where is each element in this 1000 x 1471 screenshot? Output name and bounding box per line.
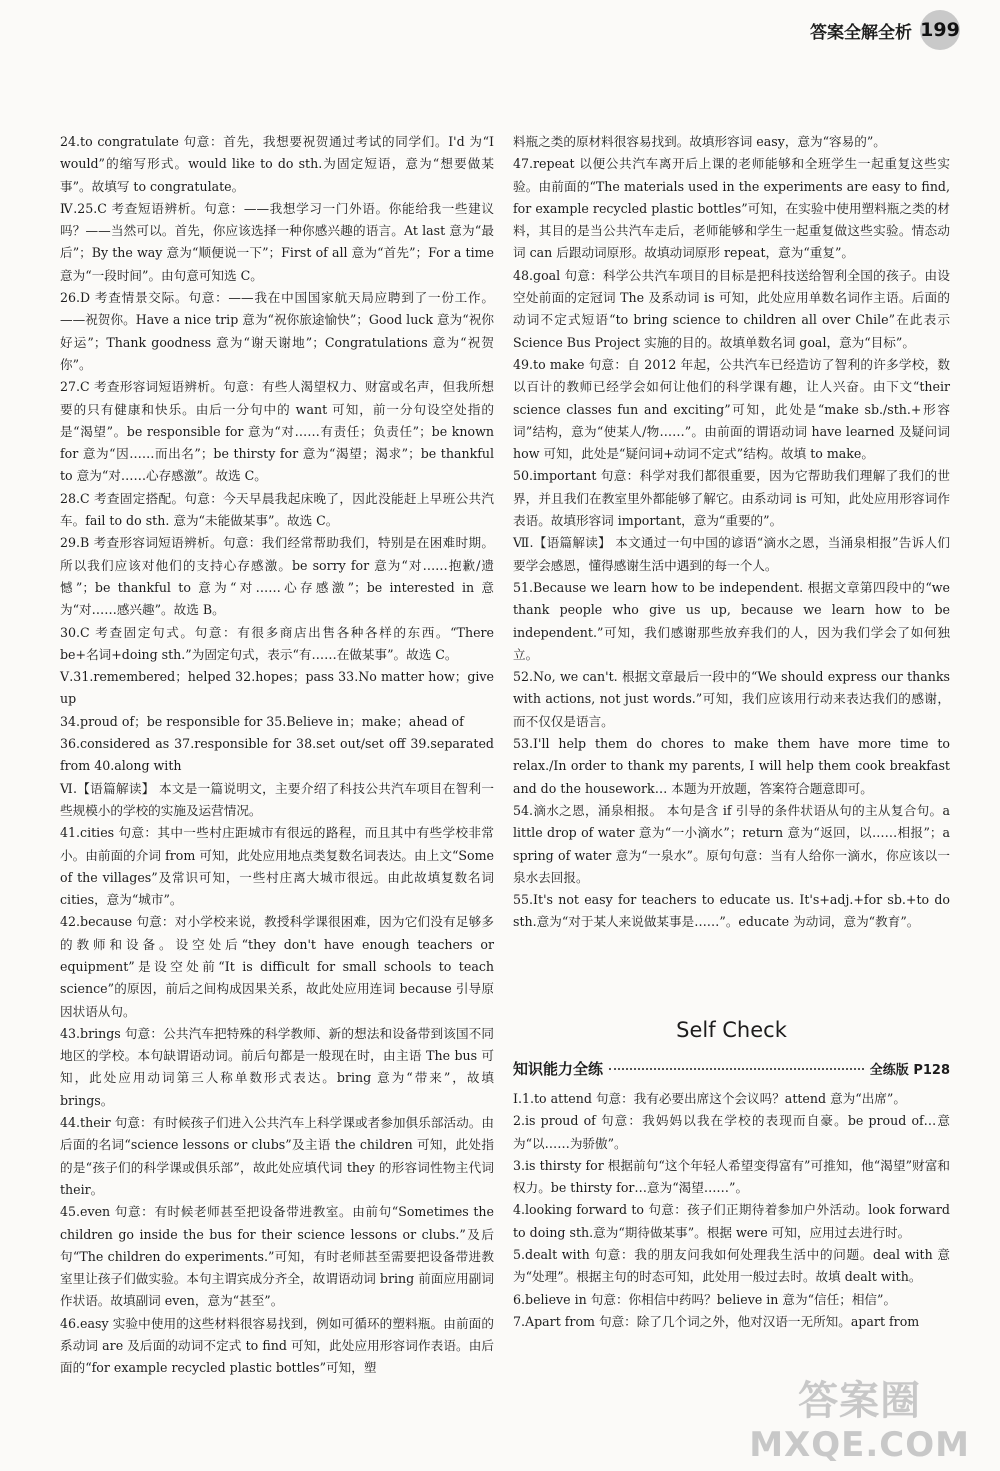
page-header [810,10,960,50]
right-column [513,131,950,934]
answer-item: 36.considered as 37.responsible for 38.set out/set off 39.separated from 40.along with [60,736,494,774]
answer-item: Ⅵ.【语篇解读】 本文是一篇说明文，主要介绍了科技公共汽车项目在智利一些规模小的学校的实施及运营情况。 [60,780,494,818]
answer-item: 3.is thirsty for 根据前句“这个年轻人希望变得富有”可推知，他“渴望”财富和权力。be thirsty for…意为“渴望……”。 [513,1157,950,1196]
answer-item: Ⅳ.25.C 考查短语辨析。句意：——我想学习一门外语。你能给我一些建议吗？——当然可以。首先，你应该选择一种你感兴趣的语言。At last 意为“最后”；By the way 意为“顺便说一下”；First of all 意为“首先”；For a time 意为“一段时间”。由句意可知选 C。 [60,200,494,283]
self-check-title: Self Check [676,1018,787,1042]
answer-item: 27.C 考查形容词短语辨析。句意：有些人渴望权力、财富或名声，但我所想要的只有健康和快乐。由后一分句中的 want 可知，前一分句设空处指的是“渴望”。be responsible for 意为“对……有责任；负责任”；be known for 意为“因……而出名”；be thirsty for 意为“渴望；渴求”；be thankful to 意为“对……心存感激”。故选 C。 [60,379,494,484]
answer-item: Ⅶ.【语篇解读】 本文通过一句中国的谚语“滴水之恩，当涌泉相报”告诉人们要学会感恩，懂得感谢生活中遇到的每一个人。 [513,535,950,573]
left-column [60,131,494,1380]
watermark-url: MXQE.COM [749,1425,970,1465]
page-number-badge: 199 [920,10,960,50]
answer-item: 43.brings 句意：公共汽车把特殊的科学教师、新的想法和设备带到该国不同地区的学校。本句缺谓语动词。前后句都是一般现在时，由主语 The bus 可知，此处应用动词第三人称单数形式表达。bring 意为“带来”，故填 brings。 [60,1025,494,1108]
answer-item: 29.B 考查形容词短语辨析。句意：我们经常帮助我们，特别是在困难时期。所以我们应该对他们的支持心存感激。be sorry for 意为“对……抱歉/遗憾”；be thankful to 意为“对……心存感激”；be interested in 意为“对……感兴趣”。故选 B。 [60,535,494,618]
self-check-subhead [513,1058,950,1079]
subhead-label: 知识能力全练 [513,1060,604,1078]
answer-item: 4.looking forward to 句意：孩子们正期待着参加户外活动。look forward to doing sth.意为“期待做某事”。根据 were 可知，应用过去进行时。 [513,1202,950,1240]
answer-item: 46.easy 实验中使用的这些材料很容易找到，例如可循环的塑料瓶。由前面的系动词 are 及后面的动词不定式 to find 可知，此处应用形容词作表语。由后面的“for example recycled plastic bottles”可知，塑 [60,1315,494,1376]
answer-item: 53.I'll help them do chores to make them have more time to relax./In order to thank my parents, I will help them cook breakfast and do the housework… 本题为开放题，答案符合题意即可。 [513,736,950,796]
answer-item: 6.believe in 句意：你相信中药吗？believe in 意为“信任；相信”。 [513,1291,897,1307]
answer-item: 30.C 考查固定句式。句意：有很多商店出售各种各样的东西。“There be+名词+doing sth.”为固定句式，表示“有……在做某事”。故选 C。 [60,624,494,662]
answer-item: 28.C 考查固定搭配。句意：今天早晨我起床晚了，因此没能赶上早班公共汽车。fail to do sth. 意为“未能做某事”。故选 C。 [60,490,494,529]
answer-item: 34.proud of；be responsible for 35.Believe in；make；ahead of [60,713,464,729]
answer-item: 料瓶之类的原材料很容易找到。故填形容词 easy，意为“容易的”。 [513,134,886,149]
answer-item: 42.because 句意：对小学校来说，教授科学课很困难，因为它们没有足够多的教师和设备。设空处后“they don't have enough teachers or equipment”是设空处前“It is difficult for small schools to teach science”的原因，前后之间构成因果关系，故此处应用连词 because 引导原因状语从句。 [60,914,494,1019]
dotted-leader [609,1068,864,1070]
answer-item: Ⅴ.31.remembered；helped 32.hopes；pass 33.No matter how；give up [60,669,494,707]
answer-item: 41.cities 句意：其中一些村庄距城市有很远的路程，而且其中有些学校非常小。由前面的介词 from 可知，此处应用地点类复数名词表达。由上文“Some of the villages”及常识可知，一些村庄离大城市很远。由此故填复数名词 cities，意为“城市”。 [60,825,494,908]
answer-item: 51.Because we learn how to be independent. 根据文章第四段中的“we thank people who give us up, because we learn how to be independent.”可知，我们感谢那些放弃我们的人，因为我们学会了如何独立。 [513,579,950,662]
answer-item: 52.No, we can't. 根据文章最后一段中的“We should express our thanks with actions, not just words.”可知，我们应该用行动来表达我们的感谢，而不仅仅是语言。 [513,669,950,729]
answer-item: 2.is proud of 句意：我妈妈以我在学校的表现而自豪。be proud of…意为“以……为骄傲”。 [513,1113,950,1151]
answer-item: 54.滴水之恩，涌泉相报。 本句是含 if 引导的条件状语从句的主从复合句。a little drop of water 意为“一小滴水”；return 意为“返回，以……相报”；a spring of water 意为“一泉水”。原句句意：当有人给你一滴水，你应该以一泉水去回报。 [513,802,950,885]
answer-item: 24.to congratulate 句意：首先，我想要祝贺通过考试的同学们。I'd 为“I would”的缩写形式。would like to do sth.为固定短语，意为“想要做某事”。故填写 to congratulate。 [60,134,494,194]
subhead-page-ref: 全练版 P128 [869,1063,950,1078]
answer-item: 55.It's not easy for teachers to educate us. It's+adj.+for sb.+to do sth.意为“对于某人来说做某事是……”。educate 为动词，意为“教育”。 [513,892,950,930]
watermark [749,1379,970,1467]
answer-item: 26.D 考查情景交际。句意：——我在中国国家航天局应聘到了一份工作。——祝贺你。Have a nice trip 意为“祝你旅途愉快”；Good luck 意为“祝你好运”；Thank goodness 意为“谢天谢地”；Congratulations 意为“祝贺你”。 [60,290,494,372]
self-check-column [513,1088,950,1333]
answer-item: 48.goal 句意：科学公共汽车项目的目标是把科技送给智利全国的孩子。由设空处前面的定冠词 The 及系动词 is 可知，此处应用单数名词作主语。后面的动词不定式短语“to bring science to children all over Chile”在此表示 Science Bus Project 实施的目的。故填单数名词 goal，意为“目标”。 [513,267,950,350]
answer-item: 49.to make 句意：自 2012 年起，公共汽车已经造访了智利的许多学校，数以百计的教师已经学会如何让他们的科学课有趣，让人兴奋。由下文“their science classes fun and exciting”可知，此处是“make sb./sth.+形容词”结构，意为“使某人/物……”。由前面的谓语动词 have learned 及疑问词 how 可知，此处是“疑问词+动词不定式”结构。故填 to make。 [513,356,950,462]
answer-item: 5.dealt with 句意：我的朋友问我如何处理我生活中的问题。deal with 意为“处理”。根据主句的时态可知，此处用一般过去时。故填 dealt with。 [513,1247,950,1285]
watermark-logo-text: 答案圈 [798,1378,922,1424]
header-title: 答案全解全析 [810,22,912,43]
answer-item: 44.their 句意：有时候孩子们进入公共汽车上科学课或者参加俱乐部活动。由后面的名词“science lessons or clubs”及主语 the children 可知，此处指的是“孩子们的科学课或俱乐部”，故此处应填代词 they 的形容词性物主代词 their。 [60,1115,494,1197]
answer-item: Ⅰ.1.to attend 句意：我有必要出席这个会议吗？attend 意为“出席”。 [513,1091,906,1106]
answer-item: 45.even 句意：有时候老师甚至把设备带进教室。由前句“Sometimes the children go inside the bus for their science lessons or clubs.”及后句“The children do experiments.”可知，有时老师甚至需要把设备带进教室里让孩子们做实验。本句主谓宾成分齐全，故谓语动词 bring 前面应用副词作状语。故填副词 even，意为“甚至”。 [60,1204,494,1309]
answer-item: 47.repeat 以便公共汽车离开后上课的老师能够和全班学生一起重复这些实验。由前面的“The materials used in the experiments are easy to find, for example recycled plastic bottles”可知，在实验中使用塑料瓶之类的材料，其目的是当公共汽车走后，老师能够和学生一起重复做这些实验。情态动词 can 后跟动词原形。故填动词原形 repeat，意为“重复”。 [513,156,950,261]
answer-item: 50.important 句意：科学对我们都很重要，因为它帮助我们理解了我们的世界，并且我们在教室里外都能够了解它。由系动词 is 可知，此处应用形容词作表语。故填形容词 important，意为“重要的”。 [513,468,950,529]
answer-item: 7.Apart from 句意：除了几个词之外，他对汉语一无所知。apart from [513,1313,920,1329]
